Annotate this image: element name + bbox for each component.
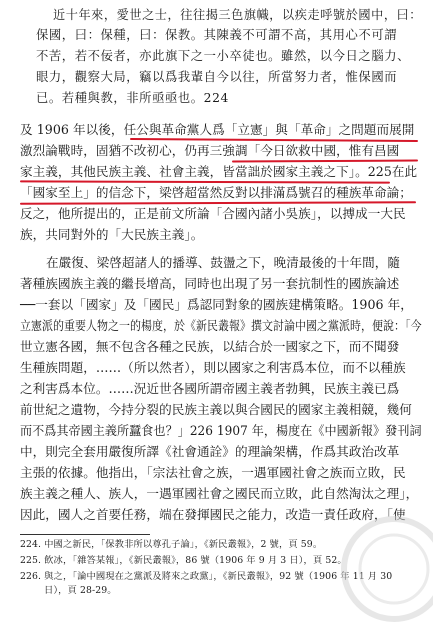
body-line: 在嚴復、梁啓超諸人的播導、鼓盪之下，晚清最後的十年間，隨	[46, 255, 401, 270]
quote-line: 不苦，若不佞者，亦此旗下之一小卒徒也。雖然，以今日之腦力、	[36, 49, 411, 63]
body-line: 因此，國人之首要任務，端在發揮國民之能力，改造一責任政府，「使	[20, 507, 406, 522]
quote-line: 近十年來，愛世之士，往往揭三色旗幟，以疾走呼號於國中，曰：	[53, 8, 423, 22]
footnote: 日），頁 28-29。	[44, 585, 117, 596]
body-line: 生種族問題，……（所以然者），則以國家之利害爲本位，而不以種族	[20, 360, 406, 375]
body-line: 族，共同對外的「大民族主義」。	[20, 227, 204, 242]
body-line: 主張的依據。他指出，「宗法社會之族，一遇軍國社會之族而立敗，民	[20, 465, 406, 480]
body-line: 「國家至上」的信念下，梁啓超當然反對以排滿爲號召的種族革命論；	[20, 185, 412, 200]
body-line: 之利害爲本位。……況近世各國所謂帝國主義者勃興，民族主義已爲	[20, 381, 400, 396]
footnote: 225. 飲冰，「雜答某報」，《新民叢報》，86 號（1906 年 9 月 3 日），頁 52。	[20, 555, 347, 566]
ink-underline	[232, 160, 418, 163]
body-line: ──一套以「國家」及「國民」爲認同對象的國族建構策略。1906 年，	[20, 297, 413, 312]
body-line: 立憲派的重要人物之一的楊度，於《新民叢報》撰文討論中國之黨派時，便說：「今	[20, 318, 422, 333]
footnote: 224. 中國之新民，「保教非所以尊孔子論」，《新民叢報》，2 號，頁 59。	[20, 539, 323, 550]
body-line: 而不爲其帝國主義所蠶食也？」226 1907 年，楊度在《中國新報》發刊詞	[20, 423, 422, 438]
watermark-seal-icon	[339, 514, 433, 624]
body-line: 族主義之種人、族人，一遇軍國社會之國民而立敗，此自然淘汰之理」，	[20, 486, 419, 501]
ink-underline	[20, 180, 390, 183]
quote-line: 眼力，觀察大局，竊以爲我輩自今以往，所當努力者，惟保國而	[36, 70, 398, 84]
footnote-rule	[20, 534, 150, 535]
footnote: 226. 與之，「論中國現在之黨派及將來之政黨」，《新民叢報》，92 號（1906 年 11 月 30	[20, 571, 393, 582]
body-line: 前世紀之遺物，今持分裂的民族主義以與合國民的國家主義相競，幾何	[20, 402, 412, 417]
body-line: 及 1906 年以後，任公與革命黨人爲「立憲」與「革命」之問題而展開	[20, 122, 415, 137]
ink-underline	[130, 138, 418, 142]
quote-line: 保國，曰：保種，曰：保教。其陳義不可謂不高，其用心不可謂	[36, 28, 398, 42]
body-line: 反之，他所提出的，正是前文所論「合國內諸小吳族」，以搏成一大民	[20, 206, 406, 221]
ink-underline	[20, 201, 416, 205]
quote-line: 已。若種與教，非所亟亟也。224	[36, 91, 229, 105]
body-line: 著種族國族主義的繼長增高，同時也出現了另一套抗制性的國族論述	[20, 276, 400, 291]
body-line: 家主義，其他民族主義、社會主義，皆當詘於國家主義之下」。225在此	[20, 164, 418, 179]
body-line: 中，則完全套用嚴復所譯《社會通詮》的理論架構，作爲其政治改革	[20, 444, 400, 459]
body-line: 激烈論戰時，固猶不改初心，仍再三強調「今日欲救中國，惟有昌國	[20, 143, 400, 158]
body-line: 世立憲各國，無不包含各種之民族，以結合於一國家之下，而不聞發	[20, 339, 400, 354]
